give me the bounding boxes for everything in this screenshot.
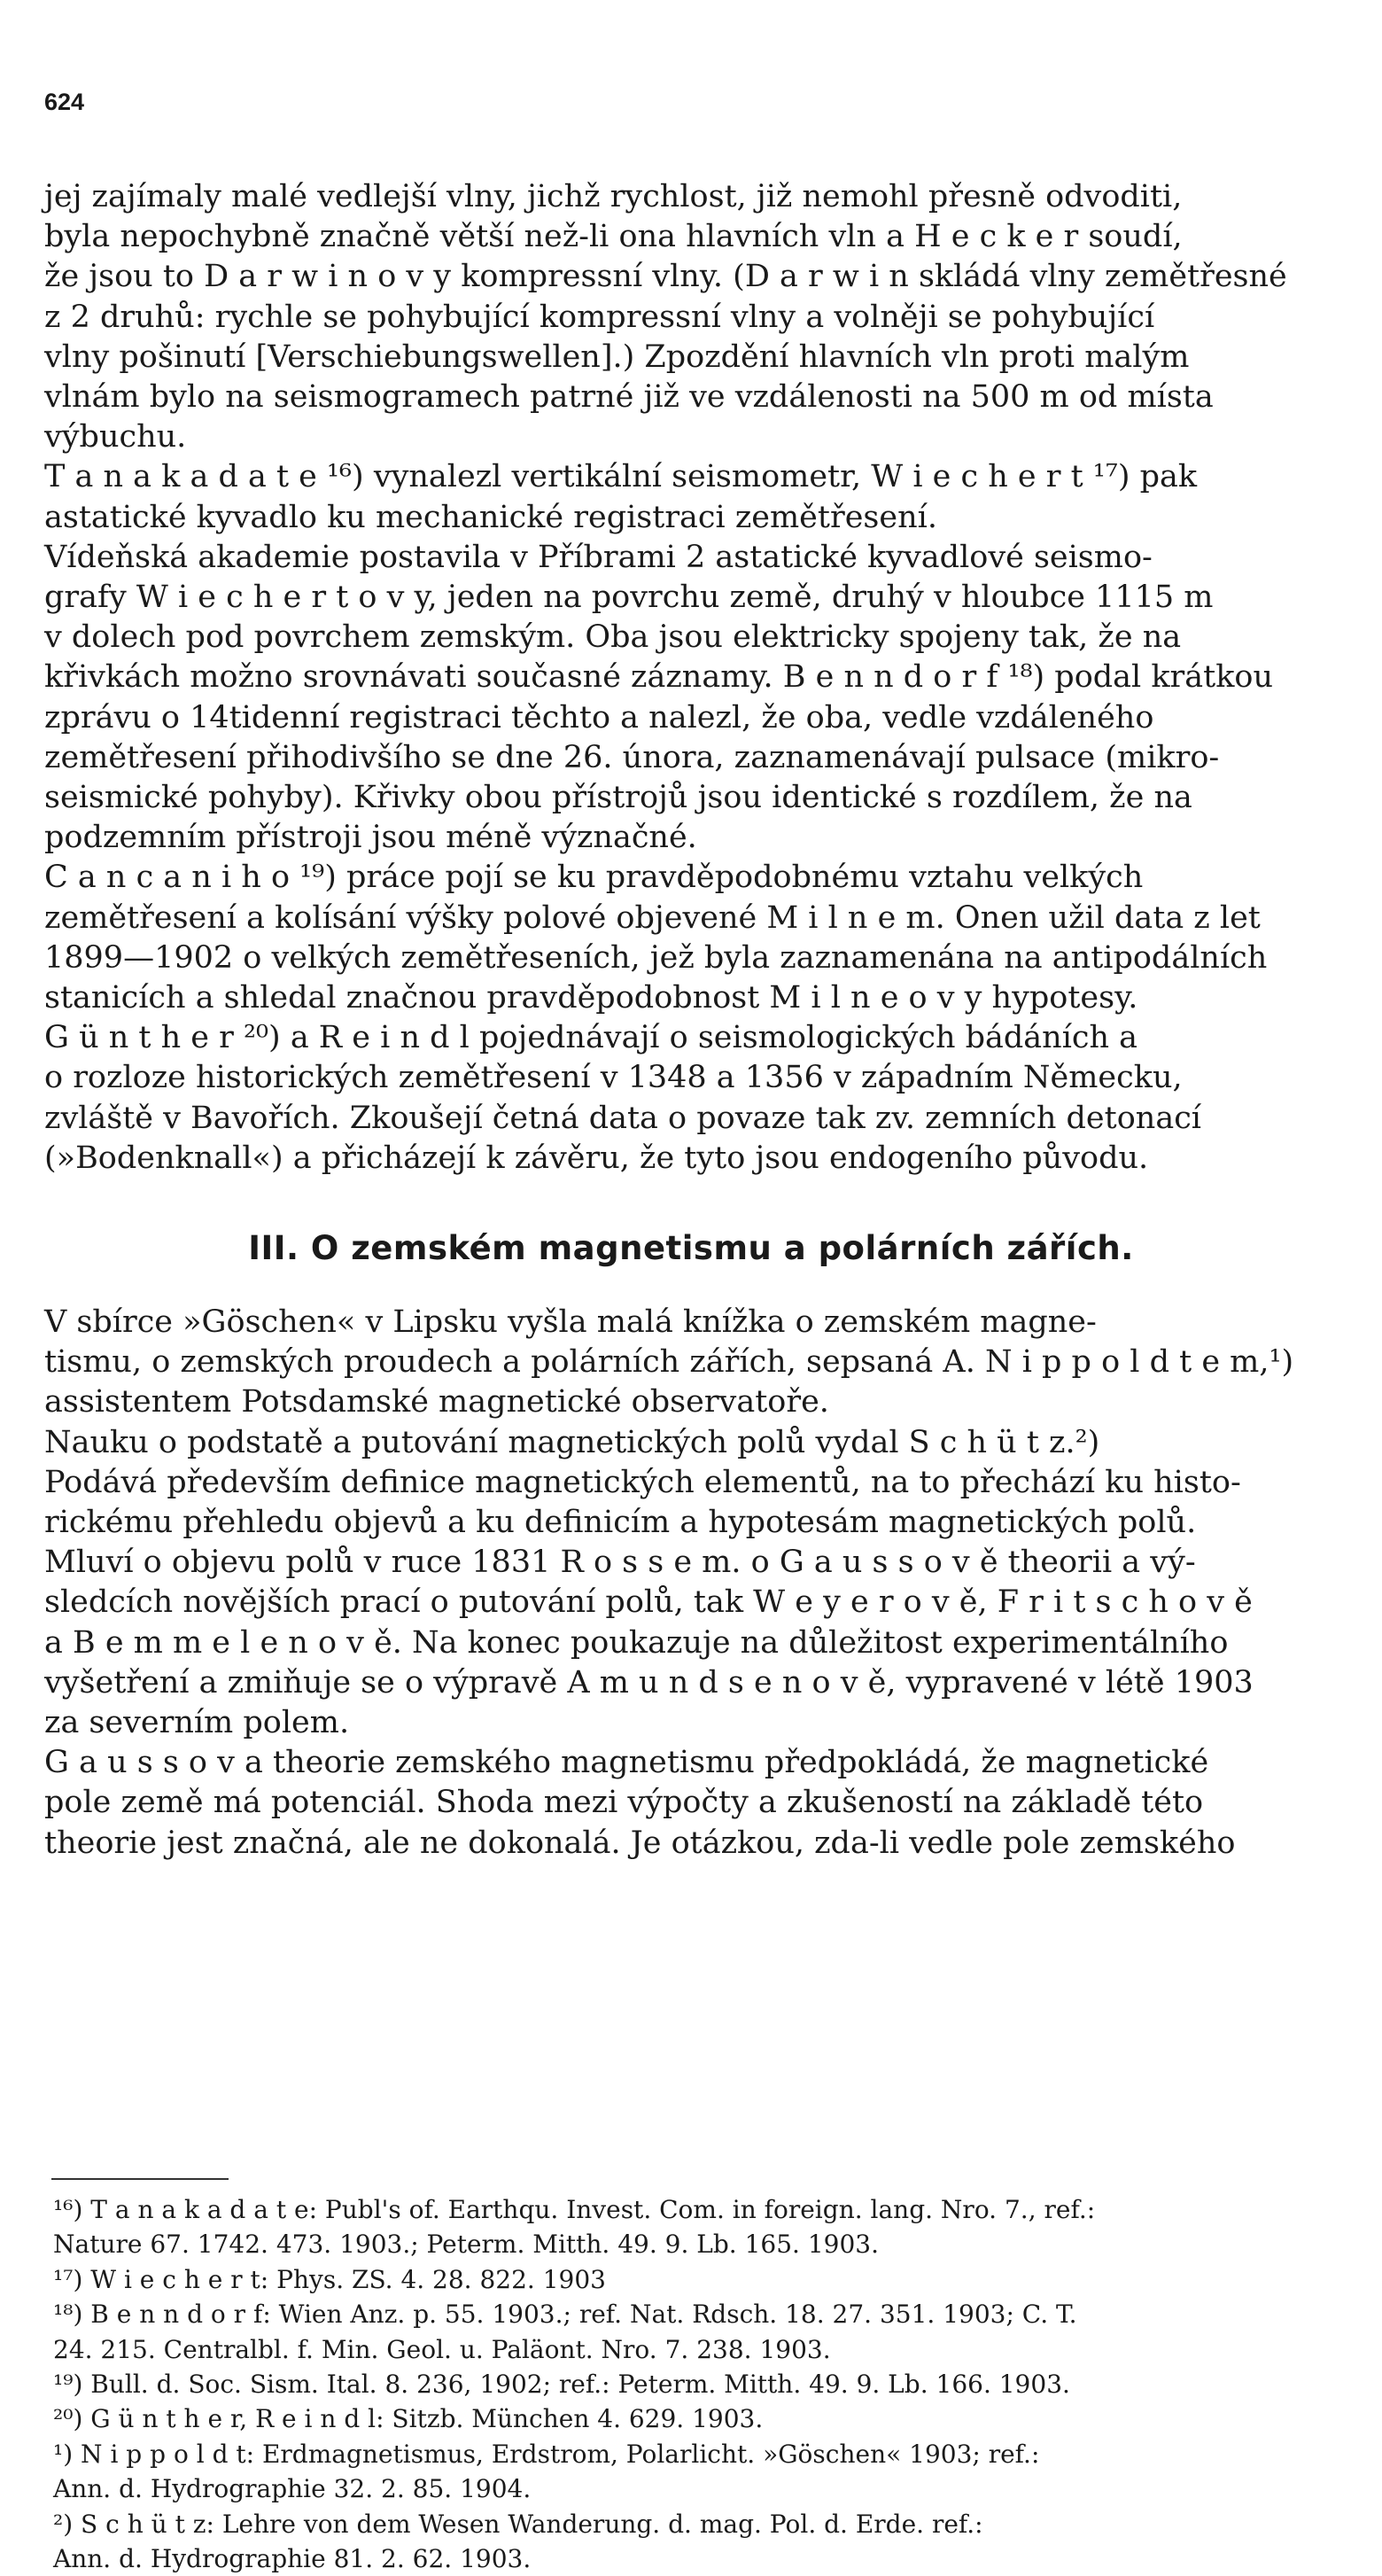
text-line: (»Bodenknall«) a přicházejí k závěru, že tyto jsou endogeního původu. xyxy=(44,1140,1149,1176)
footnote-line: Ann. d. Hydrographie 81. 2. 62. 1903. xyxy=(53,2544,532,2574)
footnote-line: ¹) N i p p o l d t: Erdmagnetismus, Erdstrom, Polarlicht. »Göschen« 1903; ref.: xyxy=(53,2439,1040,2469)
text-line: G ü n t h e r ²⁰) a R e i n d l pojednávají o seismologických bádáních a xyxy=(44,1020,1138,1056)
footnote-line: ²) S c h ü t z: Lehre von dem Wesen Wanderung. d. mag. Pol. d. Erde. ref.: xyxy=(53,2509,983,2539)
text-line: assistentem Potsdamské magnetické observatoře. xyxy=(44,1384,829,1420)
footnote-line: ¹⁸) B e n n d o r f: Wien Anz. p. 55. 1903.; ref. Nat. Rdsch. 18. 27. 351. 1903; C. T. xyxy=(53,2300,1077,2330)
section-text xyxy=(44,1303,1338,1864)
text-line: theorie jest značná, ale ne dokonalá. Je otázkou, zda-li vedle pole zemského xyxy=(44,1825,1236,1861)
text-line: vyšetření a zmiňuje se o výpravě A m u n d s e n o v ě, vypravené v létě 1903 xyxy=(44,1664,1254,1700)
text-line: Mluví o objevu polů v ruce 1831 R o s s e m. o G a u s s o v ě theorii a vý- xyxy=(44,1545,1196,1581)
text-line: v dolech pod povrchem zemským. Oba jsou elektricky spojeny tak, že na xyxy=(44,619,1182,656)
text-line: 1899—1902 o velkých zemětřeseních, jež byla zaznamenána na antipodálních xyxy=(44,939,1268,976)
footnote-line: Nature 67. 1742. 473. 1903.; Peterm. Mitth. 49. 9. Lb. 165. 1903. xyxy=(53,2230,879,2260)
text-line: T a n a k a d a t e ¹⁶) vynalezl vertikální seismometr, W i e c h e r t ¹⁷) pak xyxy=(44,459,1198,495)
footnote-separator xyxy=(51,2178,229,2180)
text-line: a B e m m e l e n o v ě. Na konec poukazuje na důležitost experimentálního xyxy=(44,1624,1229,1661)
footnote-line: ¹⁶) T a n a k a d a t e: Publ's of. Earthqu. Invest. Com. in foreign. lang. Nro. 7., ref.: xyxy=(53,2195,1096,2224)
body-text xyxy=(44,177,1338,1179)
section-heading: III. O zemském magnetismu a polárních zářích. xyxy=(248,1229,1134,1267)
text-line: byla nepochybně značně větší než-li ona hlavních vln a H e c k e r soudí, xyxy=(44,219,1183,255)
text-line: zemětřesení a kolísání výšky polové objevené M i l n e m. Onen užil data z let xyxy=(44,899,1261,936)
text-line: vlny pošinutí [Verschiebungswellen].) Zpozdění hlavních vln proti malým xyxy=(44,339,1190,375)
text-line: Podává především definice magnetických elementů, na to přechází ku histo- xyxy=(44,1464,1241,1500)
text-line: pole země má potenciál. Shoda mezi výpočty a zkušeností na základě této xyxy=(44,1785,1204,1821)
footnote-line: Ann. d. Hydrographie 32. 2. 85. 1904. xyxy=(53,2474,532,2504)
text-line: jej zajímaly malé vedlejší vlny, jichž rychlost, již nemohl přesně odvoditi, xyxy=(44,179,1183,214)
text-line: z 2 druhů: rychle se pohybující kompressní vlny a volněji se pohybující xyxy=(44,299,1155,335)
text-line: G a u s s o v a theorie zemského magnetismu předpokládá, že magnetické xyxy=(44,1745,1209,1781)
text-line: astatické kyvadlo ku mechanické registraci zemětřesení. xyxy=(44,499,937,535)
text-line: Vídeňská akademie postavila v Příbrami 2 astatické kyvadlové seismo- xyxy=(44,539,1153,575)
text-line: tismu, o zemských proudech a polárních zářích, sepsaná A. N i p p o l d t e m,¹) xyxy=(44,1344,1294,1381)
text-line: C a n c a n i h o ¹⁹) práce pojí se ku pravděpodobnému vztahu velkých xyxy=(44,860,1144,896)
text-line: za severním polem. xyxy=(44,1705,350,1741)
text-line: vlnám bylo na seismogramech patrné již ve vzdálenosti na 500 m od místa xyxy=(44,379,1214,416)
text-line: rickému přehledu objevů a ku definicím a hypotesám magnetických polů. xyxy=(44,1505,1197,1541)
text-line: seismické pohyby). Křivky obou přístrojů jsou identické s rozdílem, že na xyxy=(44,780,1192,816)
text-line: zprávu o 14tidenní registraci těchto a nalezl, že oba, vedle vzdáleného xyxy=(44,699,1154,735)
text-line: Nauku o podstatě a putování magnetických polů vydal S c h ü t z.²) xyxy=(44,1424,1100,1460)
page-number: 624 xyxy=(44,89,85,115)
text-line: sledcích novějších prací o putování polů, tak W e y e r o v ě, F r i t s c h o v ě xyxy=(44,1584,1253,1621)
text-line: V sbírce »Göschen« v Lipsku vyšla malá knížka o zemském magne- xyxy=(44,1304,1097,1340)
text-line: podzemním přístroji jsou méně význačné. xyxy=(44,820,697,856)
text-line: že jsou to D a r w i n o v y kompressní vlny. (D a r w i n skládá vlny zemětřesné xyxy=(44,259,1287,295)
text-line: křivkách možno srovnávati současné záznamy. B e n n d o r f ¹⁸) podal krátkou xyxy=(44,659,1274,696)
text-line: grafy W i e c h e r t o v y, jeden na povrchu země, druhý v hloubce 1115 m xyxy=(44,580,1214,616)
text-line: o rozloze historických zemětřesení v 1348 a 1356 v západním Německu, xyxy=(44,1060,1183,1096)
text-line: zvláště v Bavořích. Zkoušejí četná data o povaze tak zv. zemních detonací xyxy=(44,1100,1201,1136)
footnotes xyxy=(53,2192,1338,2576)
text-line: stanicích a shledal značnou pravděpodobnost M i l n e o v y hypotesy. xyxy=(44,980,1138,1016)
text-line: zemětřesení přihodivšího se dne 26. února, zaznamenávají pulsace (mikro- xyxy=(44,739,1220,775)
footnote-line: 24. 215. Centralbl. f. Min. Geol. u. Paläont. Nro. 7. 238. 1903. xyxy=(53,2334,831,2364)
footnote-line: ¹⁷) W i e c h e r t: Phys. ZS. 4. 28. 822. 1903 xyxy=(53,2264,606,2294)
footnote-line: ¹⁹) Bull. d. Soc. Sism. Ital. 8. 236, 1902; ref.: Peterm. Mitth. 49. 9. Lb. 166. 1903. xyxy=(53,2370,1070,2400)
text-line: výbuchu. xyxy=(44,419,187,455)
footnote-line: ²⁰) G ü n t h e r, R e i n d l: Sitzb. München 4. 629. 1903. xyxy=(53,2404,764,2434)
